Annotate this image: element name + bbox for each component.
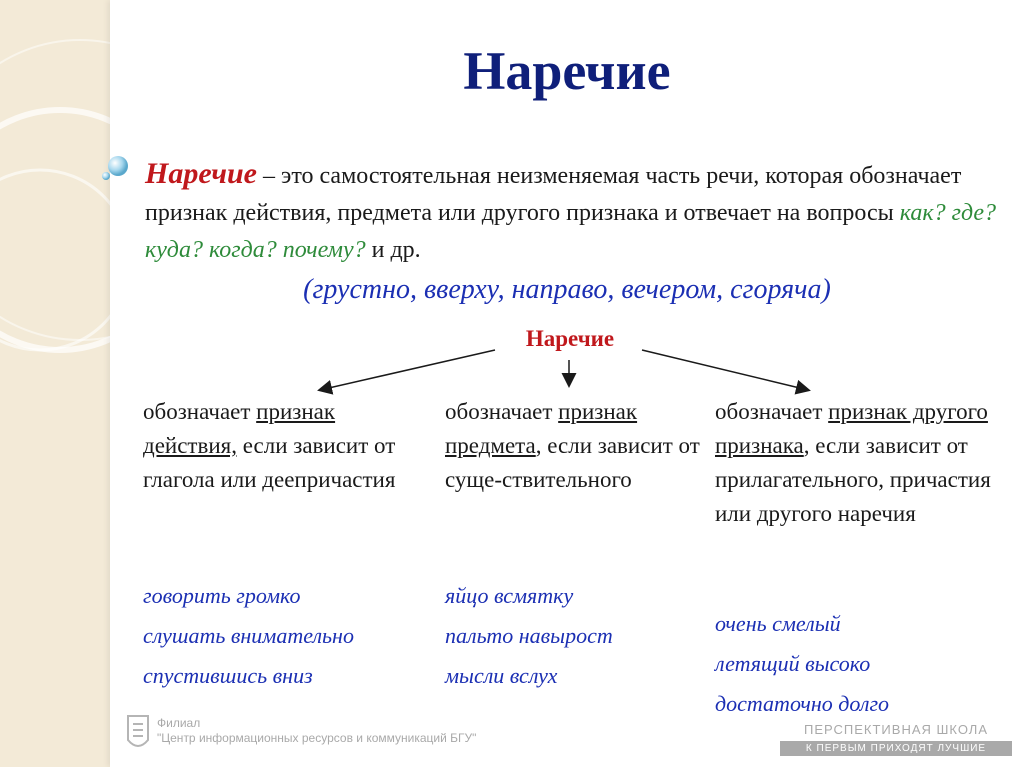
column-attribute bbox=[715, 395, 1010, 531]
column-object-key: признак предмета bbox=[445, 399, 638, 458]
diagram-header: Наречие bbox=[525, 326, 615, 351]
column-object-pre: обозначает bbox=[445, 399, 559, 424]
column-attribute-pre: обозначает bbox=[715, 399, 829, 424]
examples-attribute bbox=[715, 604, 889, 724]
definition-tail: и др. bbox=[365, 237, 421, 263]
example-item: очень смелый bbox=[715, 611, 841, 636]
examples-object bbox=[445, 576, 613, 696]
example-item: летящий высоко bbox=[715, 651, 871, 676]
school-logo bbox=[780, 722, 1020, 758]
example-item: мысли вслух bbox=[445, 663, 558, 688]
footer-branch-line1: Филиал bbox=[157, 716, 201, 730]
example-item: спустившись вниз bbox=[143, 663, 313, 688]
column-action-post: если зависит от глагола или деепричастия bbox=[143, 433, 396, 492]
column-attribute-key: признак другого признака bbox=[715, 399, 988, 458]
slide-title: Наречие bbox=[463, 41, 671, 101]
examples-line: (грустно, вверху, направо, вечером, сгоряча) bbox=[303, 274, 831, 305]
school-logo-title: ПЕРСПЕКТИВНАЯ ШКОЛА bbox=[803, 722, 989, 737]
example-item: слушать внимательно bbox=[143, 623, 354, 648]
column-attribute-post: , если зависит от прилагательного, причастия или другого наречия bbox=[715, 433, 991, 526]
definition-questions: как? где? куда? когда? почему? bbox=[145, 200, 997, 263]
column-action bbox=[143, 395, 433, 497]
example-item: говорить громко bbox=[143, 583, 301, 608]
example-item: яйцо всмятку bbox=[445, 583, 574, 608]
definition-text: – это самостоятельная неизменяемая часть речи, которая обозначает признак действия, предмета или другого признака и отвечает на вопросы bbox=[145, 163, 962, 226]
bsu-logo-icon bbox=[125, 714, 151, 754]
footer-branch-line2: "Центр информационных ресурсов и коммуникаций БГУ" bbox=[157, 731, 477, 745]
school-logo-slogan: К ПЕРВЫМ ПРИХОДЯТ ЛУЧШИЕ bbox=[780, 741, 1012, 756]
example-item: достаточно долго bbox=[715, 691, 890, 716]
column-action-pre: обозначает bbox=[143, 399, 257, 424]
footer-branch-caption bbox=[157, 716, 476, 746]
examples-action bbox=[143, 576, 354, 696]
example-item: пальто навырост bbox=[445, 623, 613, 648]
definition-paragraph bbox=[145, 155, 1005, 269]
column-object-post: , если зависит от суще-ствительного bbox=[445, 433, 700, 492]
column-object bbox=[445, 395, 705, 497]
bubble-bullet-icon bbox=[100, 152, 130, 182]
column-action-key: признак действия, bbox=[143, 399, 336, 458]
definition-term: Наречие bbox=[145, 157, 258, 190]
